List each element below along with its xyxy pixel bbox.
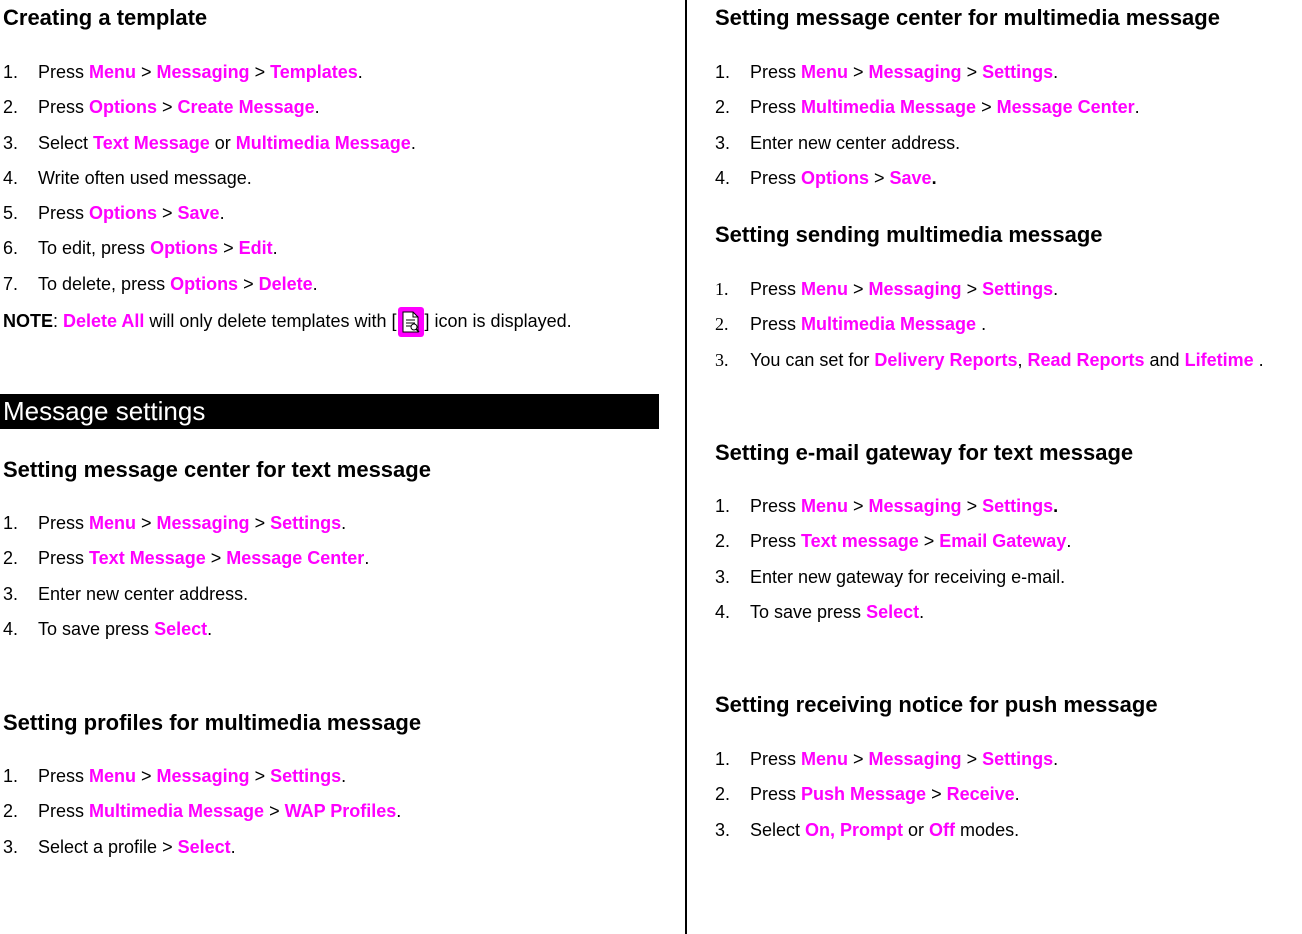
plain-text: . [207,618,213,639]
menu-term: Menu [801,279,849,299]
plain-text: Press [38,766,90,786]
list-item [3,60,660,95]
list-item [688,95,1302,130]
menu-term: Edit [238,238,273,259]
list-item [3,201,660,236]
step-number: 2. [715,97,731,118]
menu-term: Menu [801,496,849,516]
step-list [688,747,1302,853]
step-text [750,529,1071,553]
plain-text: > [249,62,271,82]
plain-text: Enter new gateway for receiving e-mail. [750,566,1066,587]
step-text [38,131,416,155]
menu-term: Select [154,618,208,639]
step-number: 2. [3,97,19,118]
step-number: 7. [3,273,19,294]
list-item [688,600,1302,635]
section-heading: Setting profiles for multimedia message [3,710,422,735]
plain-text: . [357,62,363,82]
menu-term: Menu [89,62,137,82]
step-number: 1. [715,496,731,516]
step-number: 1. [3,62,19,82]
plain-text: > [848,496,869,516]
plain-text: . [272,238,278,259]
plain-text: > [848,749,869,769]
menu-term: Message Center [226,548,365,569]
step-text [38,201,225,225]
menu-term: Menu [801,749,849,769]
step-number: 1. [3,513,19,533]
menu-term: Select [866,601,920,622]
list-item [3,546,660,581]
plain-text: Press [38,513,90,533]
plain-text: Press [38,801,90,822]
step-number: 3. [3,132,19,153]
step-number: 4. [3,167,19,188]
message-settings-banner: Message settings [0,394,659,429]
step-number: 5. [3,203,19,224]
step-text [750,600,924,624]
plain-text: Press [750,279,802,299]
plain-text: . [341,766,347,786]
plain-text: Press [750,97,802,118]
step-number: 1. [715,749,731,769]
plain-text: Press [750,62,802,82]
note-line [3,299,572,343]
step-number: 3. [3,583,19,604]
note-text-after: ] icon is displayed. [424,311,572,331]
step-text [38,272,318,296]
step-number: 2. [715,314,729,335]
step-text [38,236,278,260]
plain-text: To edit, press [38,238,151,259]
list-item [688,277,1302,312]
plain-text: > [249,513,271,533]
plain-text: > [136,62,157,82]
step-number: 4. [715,167,731,188]
plain-text: Press [38,97,90,118]
step-list [688,277,1302,383]
menu-term: Email Gateway [939,531,1067,552]
plain-text: Enter new center address. [38,583,249,604]
section-mm-profiles [0,710,660,857]
menu-term: Messaging [156,766,250,786]
step-text [750,166,937,190]
section-heading: Setting message center for multimedia message [715,5,1220,30]
step-number: 2. [3,548,19,569]
menu-term: Lifetime [1184,349,1254,370]
step-text [750,348,1264,372]
step-text [38,60,363,84]
plain-text: > [961,749,983,769]
menu-term: Options [89,203,158,224]
plain-text: Press [38,203,90,224]
plain-text: To save press [38,618,155,639]
step-number: 2. [3,801,19,822]
menu-term: Text Message [93,132,210,153]
section-heading: Setting receiving notice for push message [715,692,1158,717]
step-text [38,764,346,788]
plain-text: > [157,203,178,224]
menu-term: Create Message [177,97,315,118]
menu-term: Receive [946,784,1015,805]
menu-term: Push Message [801,784,927,805]
list-item [3,236,660,271]
menu-term: Menu [89,513,137,533]
menu-term: Multimedia Message [235,132,411,153]
list-item [688,782,1302,817]
plain-text: Select a profile > [38,836,178,857]
list-item [3,511,660,546]
list-item [3,617,660,652]
plain-text: . [1253,349,1264,370]
plain-text: > [205,548,227,569]
list-item [688,312,1302,347]
list-item [3,799,660,834]
step-text [750,565,1065,589]
plain-text: > [136,766,157,786]
menu-term: Text message [801,531,919,552]
menu-term: Options [89,97,158,118]
menu-term: Messaging [156,62,250,82]
menu-term: Settings [270,766,342,786]
list-item [688,166,1302,201]
plain-text: . [919,601,925,622]
menu-term: On, Prompt [805,819,904,840]
plain-text: Press [750,167,802,188]
menu-term: Delete [258,273,313,294]
menu-term: Save [889,167,932,188]
plain-text: . [1014,784,1020,805]
plain-text: Press [750,749,802,769]
plain-text: Enter new center address. [750,132,961,153]
section-heading: Creating a template [3,5,208,30]
step-number: 3. [3,836,19,857]
plain-text: Write often used message. [38,167,252,188]
menu-term: Templates [270,62,358,82]
menu-term: Settings [982,749,1054,769]
step-number: 3. [715,349,729,370]
plain-text: To delete, press [38,273,171,294]
list-item [688,818,1302,853]
plain-text: . [219,203,225,224]
section-mm-center [688,5,1302,188]
menu-term: Settings [982,496,1054,516]
plain-text: . [312,273,318,294]
menu-term: Options [150,238,219,259]
step-text [38,582,248,606]
step-number: 1. [3,766,19,786]
section-heading: Setting e-mail gateway for text message [715,440,1134,465]
list-item [688,60,1302,95]
section-creating-template [0,5,660,294]
step-text [750,747,1058,771]
plain-text: and [1144,349,1185,370]
plain-text: Press [750,784,802,805]
step-number: 3. [715,566,731,587]
step-text [750,131,960,155]
list-item [3,835,660,870]
plain-text: > [136,513,157,533]
template-file-icon [398,307,424,337]
list-item [688,348,1302,383]
section-email-gateway [688,440,1302,622]
list-item [3,764,660,799]
step-text [750,312,986,336]
menu-term: Text Message [89,548,206,569]
step-list [688,60,1302,201]
column-divider [685,0,687,934]
step-text [750,95,1140,119]
plain-text: > [264,801,285,822]
plain-text: > [926,784,947,805]
plain-text: . [396,801,402,822]
menu-term: Off [929,819,956,840]
step-number: 4. [715,601,731,622]
step-number: 2. [715,531,731,552]
step-list [3,60,660,307]
menu-term: Messaging [868,62,962,82]
note-highlight: Delete All [63,311,145,331]
list-item [688,747,1302,782]
plain-text: > [869,167,890,188]
list-item [3,166,660,201]
menu-term: Multimedia Message [89,801,265,822]
section-heading: Setting sending multimedia message [715,222,1103,247]
menu-term: Message Center [996,97,1135,118]
list-item [3,95,660,130]
menu-term: Save [177,203,220,224]
plain-text: , [1017,349,1028,370]
step-text [750,494,1058,518]
plain-text: You can set for [750,349,875,370]
plain-text: To save press [750,601,867,622]
step-text [38,546,369,570]
plain-text: Press [750,496,802,516]
step-number: 4. [3,618,19,639]
step-number: 1. [715,279,729,299]
menu-term: Multimedia Message [801,97,977,118]
step-text [38,835,236,859]
note-text-before: will only delete templates with [ [144,311,397,331]
plain-text: or [903,819,930,840]
section-mm-sending [688,222,1302,370]
plain-text: > [848,279,869,299]
plain-text: > [961,496,983,516]
plain-text: . [314,97,320,118]
step-number: 3. [715,132,731,153]
plain-text: > [238,273,259,294]
menu-term: Settings [270,513,342,533]
menu-term: Multimedia Message [801,314,977,335]
menu-term: Delivery Reports [874,349,1018,370]
list-item [688,565,1302,600]
plain-text: > [157,97,178,118]
plain-text: > [961,62,983,82]
plain-text: > [218,238,239,259]
step-text [38,799,401,823]
menu-term: Menu [801,62,849,82]
step-number: 6. [3,238,19,259]
step-list [3,764,660,870]
menu-term: Select [177,836,231,857]
plain-text: > [976,97,997,118]
list-item [688,529,1302,564]
list-item [3,582,660,617]
menu-term: Read Reports [1027,349,1145,370]
step-text [38,95,320,119]
plain-text: > [918,531,940,552]
plain-text: . [931,167,937,188]
plain-text: . [364,548,370,569]
step-number: 1. [715,62,731,82]
list-item [688,494,1302,529]
plain-text: Select [750,819,806,840]
plain-text: . [1053,62,1059,82]
step-number: 3. [715,819,731,840]
step-number: 2. [715,784,731,805]
plain-text: > [961,279,983,299]
plain-text: . [1066,531,1072,552]
step-text [750,60,1058,84]
note-colon: : [53,311,64,331]
plain-text: . [1053,496,1059,516]
list-item [688,131,1302,166]
section-push-notice [688,692,1302,840]
menu-term: Messaging [868,749,962,769]
step-text [38,511,346,535]
step-list [3,511,660,652]
plain-text: Press [750,531,802,552]
plain-text: Press [38,62,90,82]
plain-text: . [976,314,987,335]
step-text [750,277,1058,301]
step-text [750,818,1019,842]
menu-term: Options [801,167,870,188]
section-heading: Setting message center for text message [3,457,431,482]
section-text-message-center [0,457,660,639]
plain-text: Press [750,314,802,335]
step-text [750,782,1020,806]
plain-text: Select [38,132,94,153]
plain-text: . [1134,97,1140,118]
menu-term: WAP Profiles [284,801,397,822]
plain-text: or [209,132,236,153]
plain-text: . [1053,279,1059,299]
plain-text: modes. [955,819,1020,840]
menu-term: Menu [89,766,137,786]
menu-term: Options [170,273,239,294]
plain-text: . [410,132,416,153]
plain-text: > [249,766,271,786]
step-text [38,166,252,190]
menu-term: Messaging [868,279,962,299]
plain-text: Press [38,548,90,569]
step-text [38,617,212,641]
menu-term: Messaging [868,496,962,516]
plain-text: . [341,513,347,533]
menu-term: Settings [982,279,1054,299]
plain-text: . [230,836,236,857]
plain-text: > [848,62,869,82]
plain-text: . [1053,749,1059,769]
step-list [688,494,1302,635]
menu-term: Settings [982,62,1054,82]
list-item [3,131,660,166]
menu-term: Messaging [156,513,250,533]
note-label: NOTE [3,311,54,331]
